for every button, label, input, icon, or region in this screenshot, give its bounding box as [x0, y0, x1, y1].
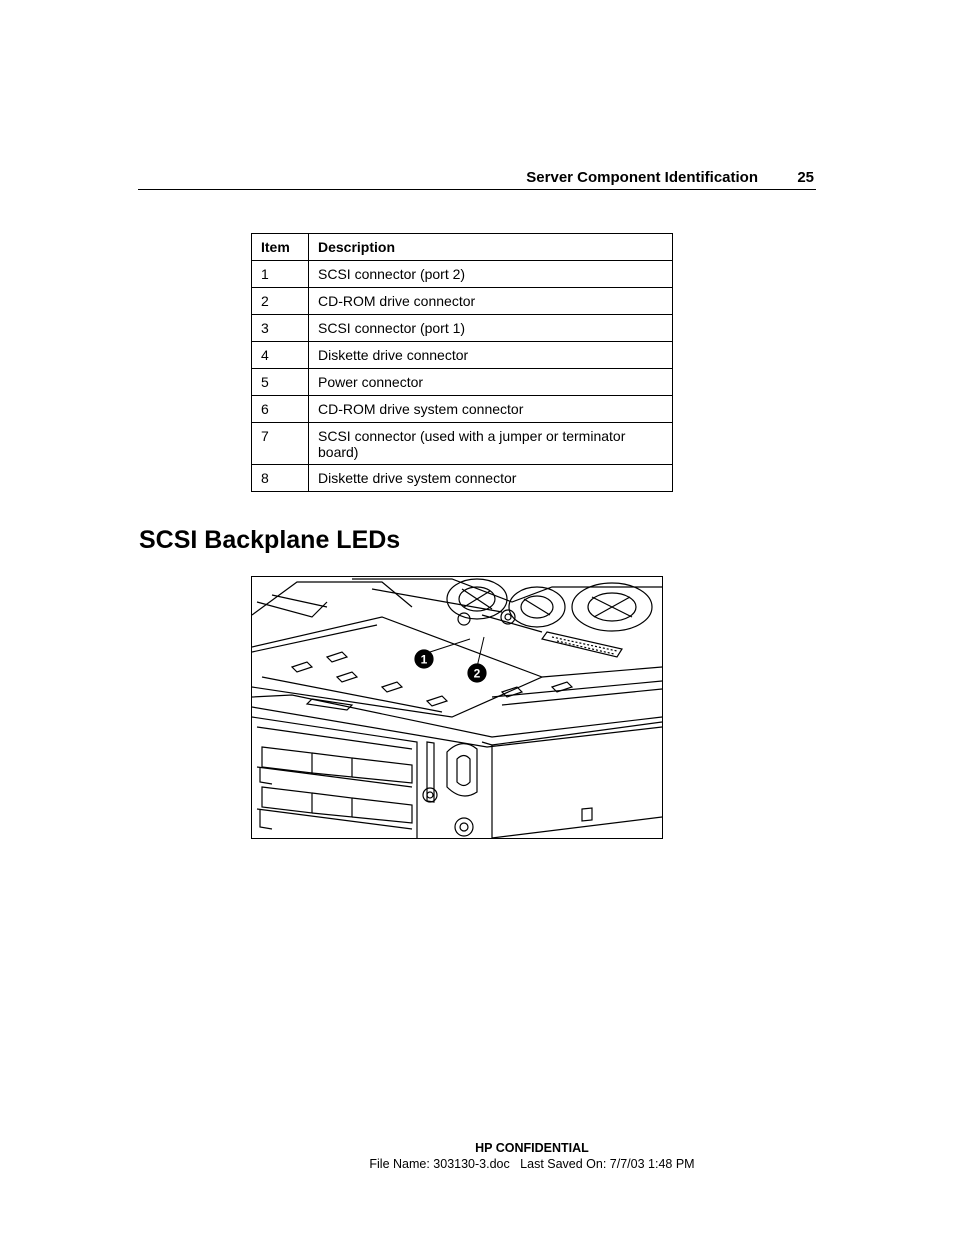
- item-description: SCSI connector (port 1): [309, 315, 673, 342]
- callout-1: [415, 650, 433, 668]
- page-number: 25: [797, 169, 814, 186]
- table-row: [252, 315, 673, 342]
- table-row: [252, 369, 673, 396]
- callout-2: [468, 664, 486, 682]
- item-number: 4: [252, 342, 309, 369]
- item-number: 7: [252, 423, 309, 465]
- item-number: 3: [252, 315, 309, 342]
- item-description: SCSI connector (port 2): [309, 261, 673, 288]
- item-number: 2: [252, 288, 309, 315]
- header-title: Server Component Identification: [526, 169, 758, 186]
- item-description: CD-ROM drive connector: [309, 288, 673, 315]
- table-header-row: [252, 234, 673, 261]
- table-row: [252, 288, 673, 315]
- running-header: [138, 168, 816, 190]
- confidential-notice: HP CONFIDENTIAL: [475, 1141, 589, 1155]
- item-description: Diskette drive connector: [309, 342, 673, 369]
- item-number: 6: [252, 396, 309, 423]
- item-number: 5: [252, 369, 309, 396]
- table-row: [252, 261, 673, 288]
- server-line-drawing: [252, 577, 662, 838]
- column-header-description: Description: [309, 234, 673, 261]
- file-info: File Name: 303130-3.doc Last Saved On: 7/7/03 1:48 PM: [369, 1157, 695, 1171]
- table-row: [252, 423, 673, 465]
- item-description: Power connector: [309, 369, 673, 396]
- section-title: SCSI Backplane LEDs: [139, 526, 401, 554]
- column-header-item: Item: [252, 234, 309, 261]
- item-number: 1: [252, 261, 309, 288]
- item-description: SCSI connector (used with a jumper or terminator board): [309, 423, 673, 465]
- item-number: 8: [252, 465, 309, 492]
- scsi-backplane-figure: [251, 576, 663, 839]
- callout-label: 1: [420, 652, 428, 667]
- item-description: Diskette drive system connector: [309, 465, 673, 492]
- item-description: CD-ROM drive system connector: [309, 396, 673, 423]
- connector-table: [251, 233, 673, 492]
- table-row: [252, 465, 673, 492]
- table-row: [252, 396, 673, 423]
- callout-label: 2: [473, 666, 481, 681]
- page-footer: [0, 1140, 954, 1172]
- table-row: [252, 342, 673, 369]
